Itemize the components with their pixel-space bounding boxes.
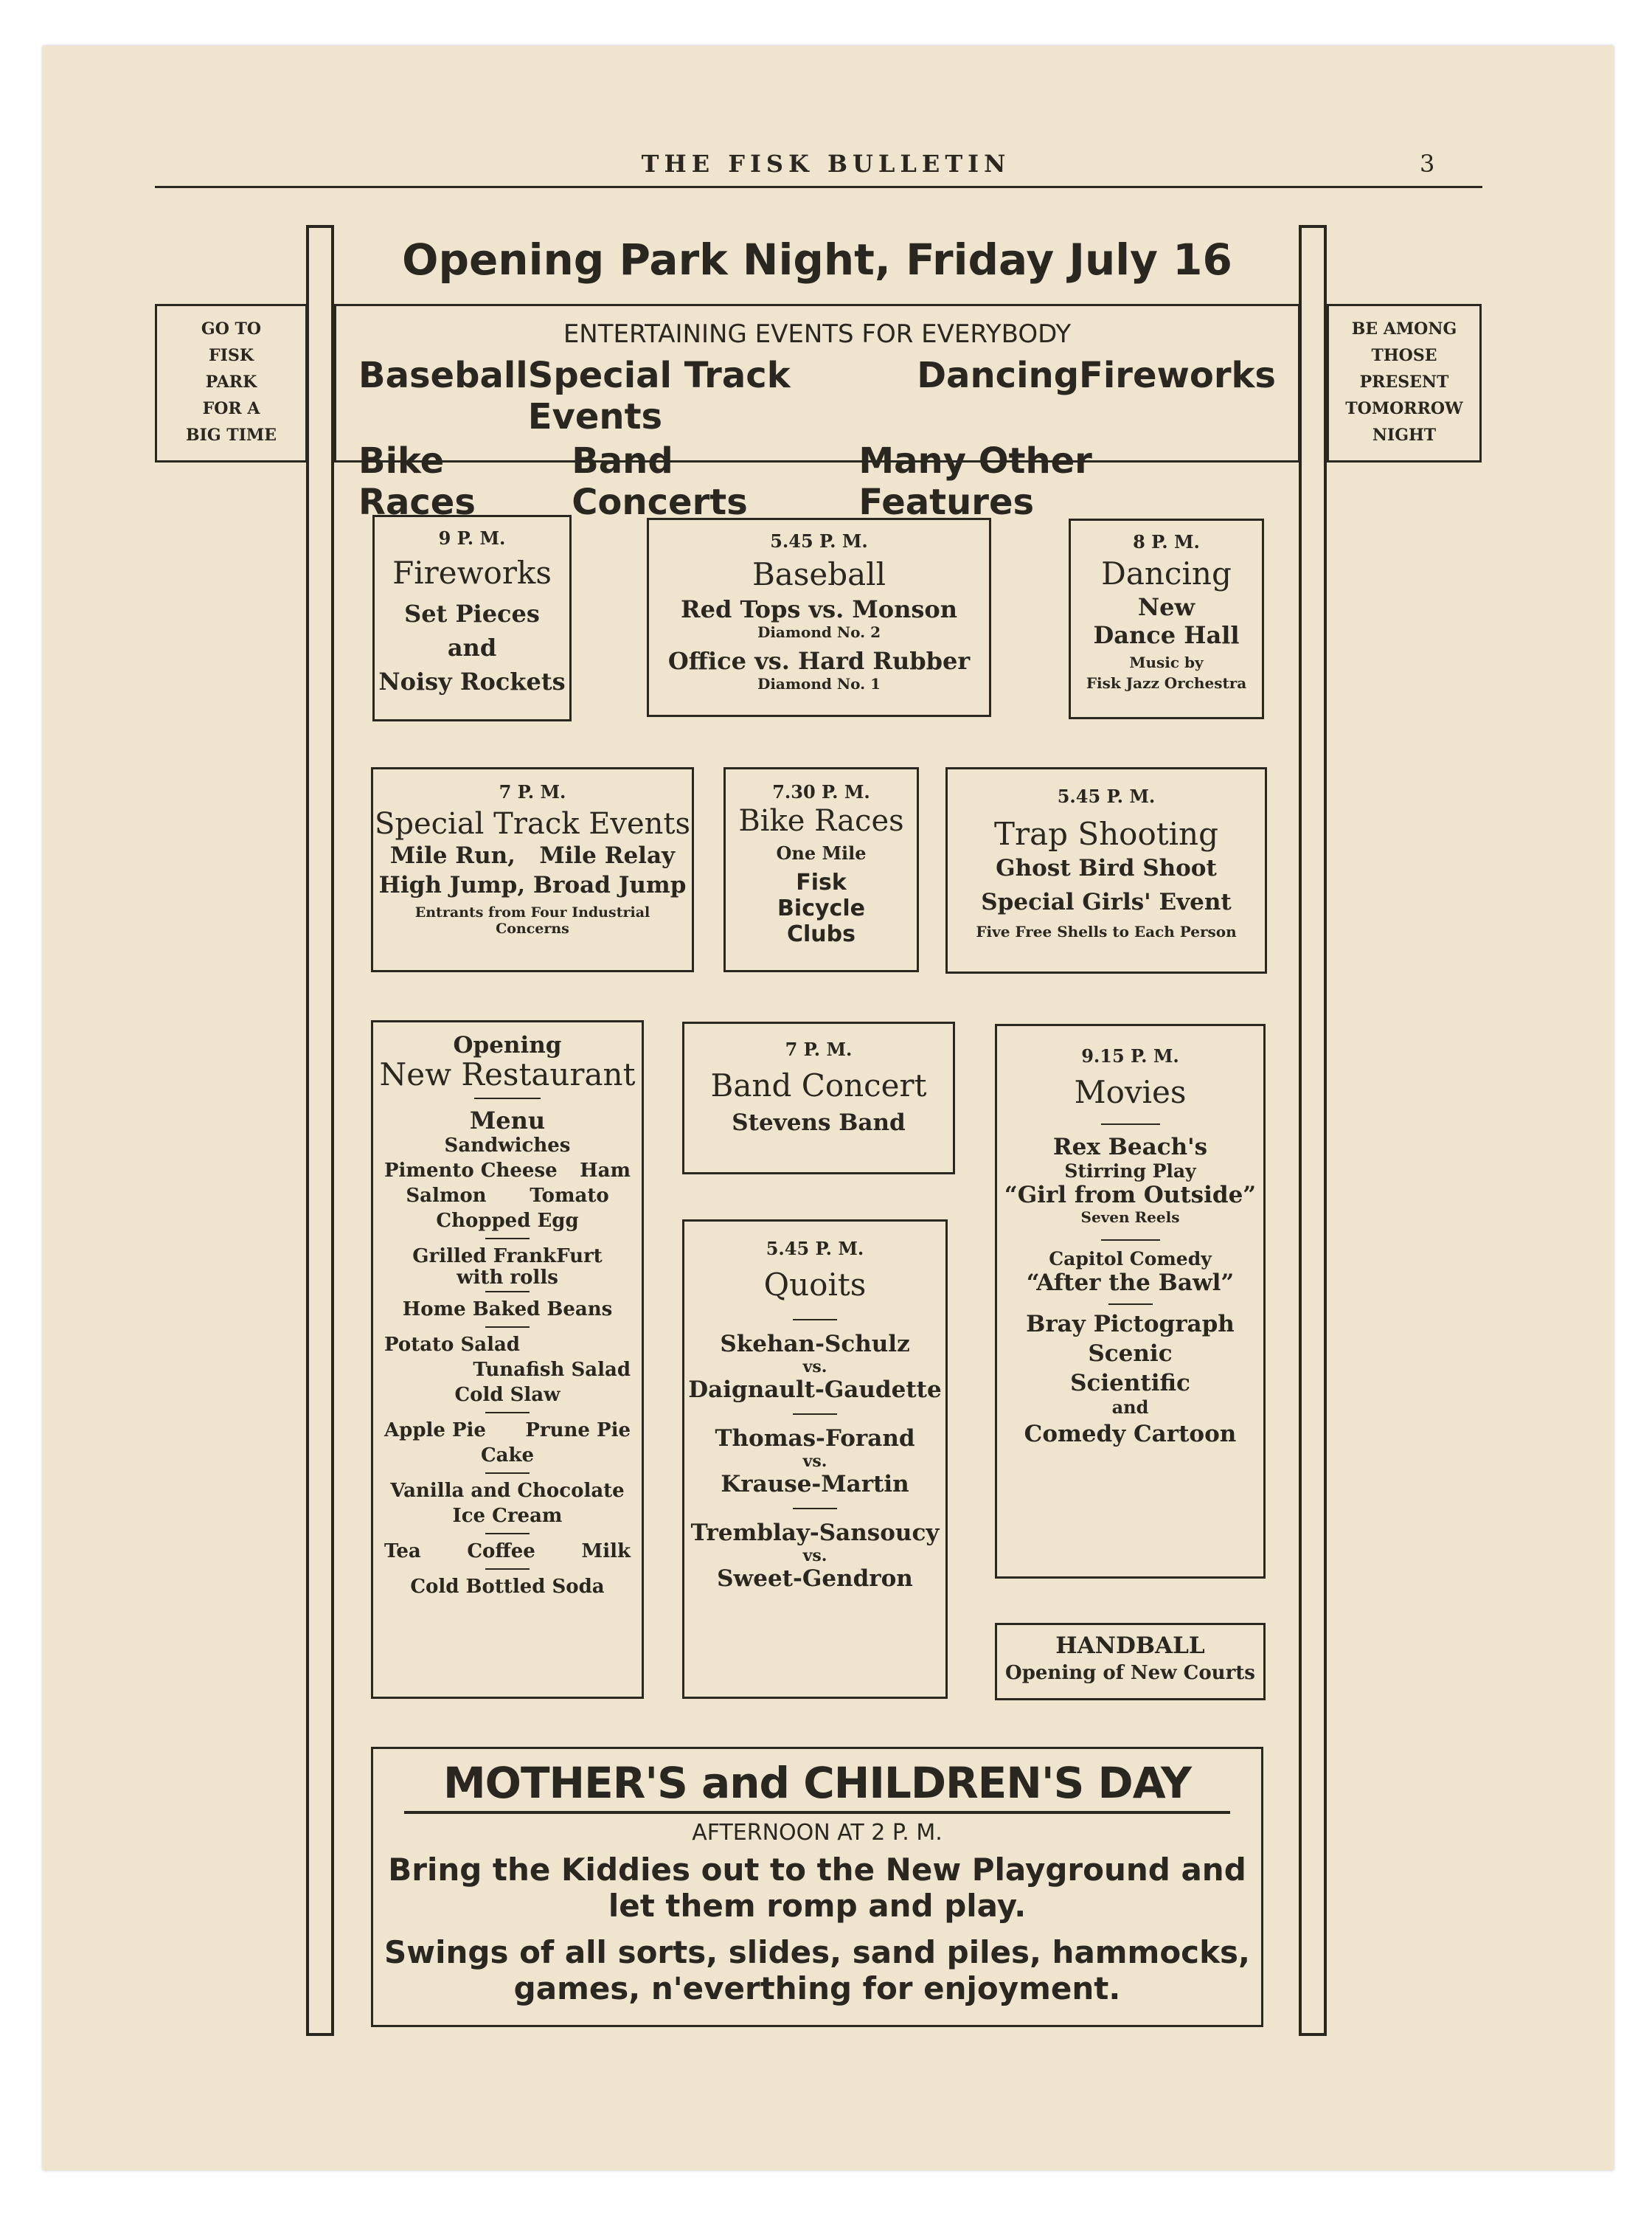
menu-item: Coffee [467, 1540, 535, 1562]
movie-line: “After the Bawl” [1026, 1270, 1235, 1296]
movie-line: “Girl from Outside” [1004, 1182, 1257, 1208]
header-rule [155, 186, 1482, 188]
event-title: Special Track Events [374, 807, 691, 841]
movie-line: and [1111, 1396, 1149, 1418]
band-box [682, 1022, 955, 1174]
quoits-team: Thomas-Forand [715, 1425, 915, 1452]
banner-box [334, 304, 1300, 523]
right-side-line: PRESENT [1359, 373, 1449, 392]
quoits-team: Tremblay-Sansoucy [690, 1520, 940, 1546]
menu-item: Salmon [406, 1185, 487, 1207]
right-side-line: NIGHT [1372, 426, 1437, 445]
banner-event: Bike Races [358, 440, 476, 523]
restaurant-title: New Restaurant [379, 1056, 636, 1092]
event-title: Baseball [752, 556, 886, 592]
event-note: Music by [1129, 654, 1204, 671]
event-time: 5.45 P. M. [770, 530, 868, 552]
event-line: Ghost Bird Shoot [996, 855, 1217, 882]
quoits-team: Daignault-Gaudette [688, 1376, 942, 1403]
handball-box [995, 1623, 1266, 1700]
left-side-line: FOR A [202, 399, 260, 418]
mothers-day-text: games, n'everthing for enjoyment. [513, 1970, 1121, 2006]
quoits-vs: vs. [802, 1452, 827, 1471]
event-time: 7 P. M. [785, 1039, 853, 1060]
menu-item: Milk [581, 1540, 631, 1562]
left-side-line: PARK [205, 373, 257, 392]
menu-item: with rolls [457, 1267, 558, 1289]
menu-item: Home Baked Beans [402, 1298, 613, 1320]
menu-item: Tunafish Salad [473, 1359, 631, 1381]
menu-item: Tea [384, 1540, 421, 1562]
bike-box [723, 767, 919, 972]
event-time: 8 P. M. [1133, 531, 1200, 553]
left-side-box [155, 304, 308, 463]
restaurant-box [371, 1020, 644, 1699]
menu-item: Cake [480, 1444, 535, 1466]
handball-sub: Opening of New Courts [1005, 1662, 1255, 1684]
banner-event: Many Other Features [858, 440, 1092, 523]
mothers-day-text: let them romp and play. [608, 1888, 1027, 1924]
event-time: 9.15 P. M. [1081, 1045, 1179, 1067]
title-underline [404, 1811, 1230, 1814]
event-title: Fireworks [392, 555, 552, 591]
menu-item: Cold Bottled Soda [410, 1576, 605, 1598]
baseball-diamond: Diamond No. 2 [757, 623, 881, 641]
right-side-box [1327, 304, 1482, 463]
mothers-day-title: MOTHER'S and CHILDREN'S DAY [442, 1758, 1192, 1808]
menu-item: Ham [580, 1160, 631, 1182]
right-post [1299, 225, 1327, 2036]
banner-subtitle: ENTERTAINING EVENTS FOR EVERYBODY [563, 319, 1072, 349]
left-side-line: GO TO [201, 319, 262, 339]
baseball-diamond: Diamond No. 1 [757, 675, 881, 693]
menu-title: Menu [469, 1106, 546, 1135]
event-line: Clubs [787, 921, 856, 947]
event-line: Noisy Rockets [378, 668, 566, 696]
movie-line: Scenic [1088, 1340, 1173, 1367]
left-side-line: FISK [209, 346, 254, 365]
event-title: Trap Shooting [993, 816, 1218, 852]
quoits-team: Skehan-Schulz [720, 1331, 910, 1357]
banner-event: Fireworks [1079, 355, 1276, 396]
dancing-box [1069, 519, 1264, 719]
right-side-line: THOSE [1371, 346, 1437, 365]
mothers-day-time: AFTERNOON AT 2 P. M. [692, 1820, 943, 1846]
menu-item: Apple Pie [384, 1419, 486, 1441]
banner-event: Band Concerts [572, 440, 748, 523]
event-line: Bicycle [777, 896, 865, 921]
movies-box [995, 1024, 1266, 1579]
quoits-vs: vs. [802, 1546, 827, 1565]
menu-item: Sandwiches [444, 1135, 571, 1157]
banner-event: Baseball [358, 355, 528, 396]
handball-title: HANDBALL [1055, 1632, 1205, 1659]
movie-line: Comedy Cartoon [1024, 1421, 1237, 1447]
movie-line: Rex Beach's [1052, 1134, 1208, 1160]
menu-item: Grilled FrankFurt [412, 1245, 603, 1267]
event-time: 5.45 P. M. [766, 1238, 864, 1259]
mothers-day-text: Swings of all sorts, slides, sand piles, hammocks, [384, 1934, 1250, 1970]
mothers-day-text: Bring the Kiddies out to the New Playground and [388, 1852, 1246, 1888]
menu-item: Tomato [530, 1185, 609, 1207]
fireworks-box [372, 515, 572, 721]
page-number: 3 [1420, 150, 1435, 178]
trap-box [945, 767, 1267, 974]
movie-line: Bray Pictograph [1026, 1311, 1235, 1337]
movie-line: Capitol Comedy [1049, 1248, 1212, 1270]
banner-event: Dancing [917, 355, 1080, 396]
event-line: Mile Run, Mile Relay [389, 842, 676, 869]
quoits-vs: vs. [802, 1357, 827, 1376]
mothers-day-box [371, 1747, 1263, 2027]
event-note: One Mile [776, 842, 867, 864]
bulletin-title: THE FISK BULLETIN [641, 150, 1011, 178]
event-line: and [447, 634, 497, 662]
banner-event: Special Track Events [527, 355, 791, 437]
event-line: Set Pieces [404, 600, 540, 628]
right-side-line: TOMORROW [1345, 399, 1463, 418]
right-side-line: BE AMONG [1351, 319, 1457, 339]
baseball-box [647, 518, 991, 717]
event-line: Stevens Band [732, 1109, 906, 1136]
event-line: New [1137, 593, 1195, 621]
restaurant-pre: Opening [453, 1032, 562, 1059]
headline: Opening Park Night, Friday July 16 [402, 235, 1232, 285]
event-title: Movies [1074, 1074, 1187, 1110]
menu-item: Cold Slaw [454, 1384, 560, 1406]
track-box [371, 767, 694, 972]
menu-item: Pimento Cheese [384, 1160, 558, 1182]
event-line: High Jump, Broad Jump [378, 872, 687, 898]
event-note: Concerns [496, 921, 569, 937]
event-time: 7.30 P. M. [772, 781, 870, 803]
event-note: Entrants from Four Industrial [414, 904, 650, 921]
menu-item: Vanilla and Chocolate [390, 1480, 625, 1502]
quoits-team: Sweet-Gendron [717, 1565, 913, 1592]
menu-item: Prune Pie [525, 1419, 631, 1441]
menu-item: Chopped Egg [436, 1210, 579, 1232]
event-title: Quoits [763, 1267, 867, 1303]
quoits-team: Krause-Martin [721, 1471, 909, 1497]
event-line: Special Girls' Event [981, 889, 1232, 915]
event-time: 9 P. M. [438, 527, 506, 549]
baseball-game: Office vs. Hard Rubber [667, 647, 971, 675]
left-post [306, 225, 334, 2036]
baseball-game: Red Tops vs. Monson [680, 595, 958, 623]
event-title: Bike Races [738, 804, 904, 838]
quoits-box [682, 1219, 948, 1699]
movie-line: Seven Reels [1080, 1208, 1180, 1226]
event-time: 7 P. M. [499, 781, 566, 803]
event-title: Band Concert [710, 1067, 927, 1104]
movie-line: Scientific [1070, 1370, 1190, 1396]
event-line: Dance Hall [1093, 621, 1240, 649]
event-note: Fisk Jazz Orchestra [1086, 674, 1247, 692]
event-time: 5.45 P. M. [1057, 786, 1156, 807]
menu-item: Potato Salad [384, 1334, 520, 1356]
event-note: Five Free Shells to Each Person [976, 923, 1237, 941]
left-side-line: BIG TIME [185, 426, 277, 445]
menu-item: Ice Cream [452, 1505, 563, 1527]
event-line: Fisk [796, 870, 847, 896]
movie-line: Stirring Play [1064, 1160, 1196, 1182]
event-title: Dancing [1101, 555, 1232, 592]
